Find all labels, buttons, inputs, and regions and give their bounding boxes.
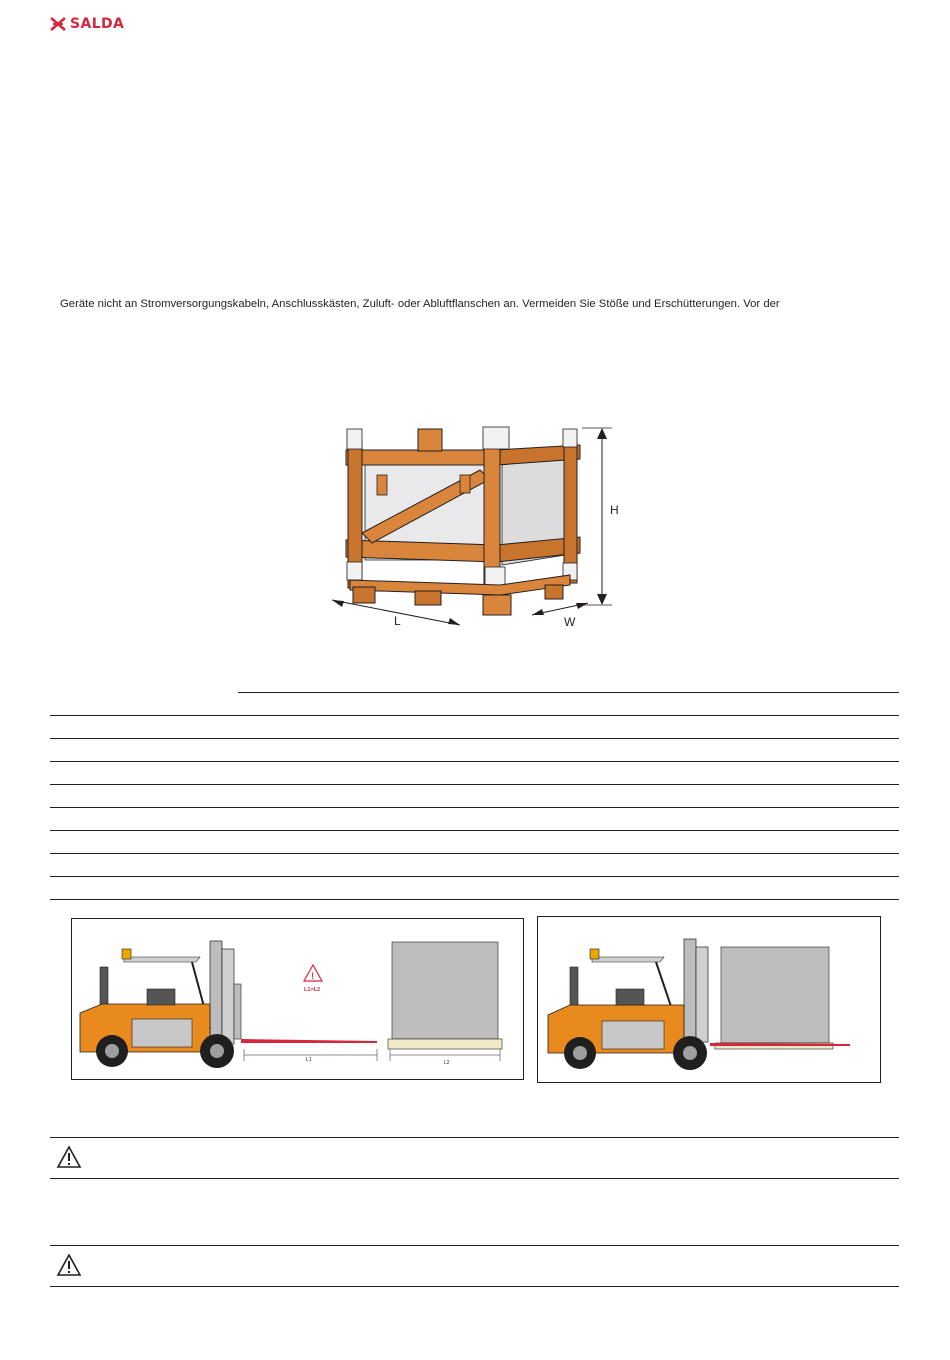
warning-note — [50, 1245, 899, 1287]
warning-triangle-icon — [56, 1145, 82, 1169]
warning-label: L1>L2 — [304, 987, 321, 993]
dim-label-l2: L2 — [444, 1060, 450, 1066]
table-row — [50, 876, 899, 877]
table-row — [50, 715, 899, 716]
table-row — [50, 761, 899, 762]
table-row — [50, 899, 899, 900]
crate-post — [418, 429, 442, 451]
dim-label-length: L — [394, 614, 401, 628]
dim-label-height: H — [610, 503, 619, 517]
crate-post — [564, 443, 577, 583]
forklift-panel-incorrect — [71, 918, 524, 1080]
svg-text:!: ! — [311, 971, 314, 981]
table-row — [50, 807, 899, 808]
table-row — [50, 853, 899, 854]
data-table — [50, 692, 899, 902]
forklift-panel-correct — [537, 916, 881, 1083]
brand-logo — [50, 16, 124, 32]
crate-figure — [320, 415, 630, 645]
table-row — [50, 738, 899, 739]
warning-note — [50, 1137, 899, 1179]
warning-triangle-icon — [56, 1253, 82, 1277]
table-row — [50, 830, 899, 831]
salda-logo-icon — [50, 16, 66, 32]
table-row — [50, 784, 899, 785]
table-header-line — [238, 692, 899, 693]
brand-name: SALDA — [70, 16, 125, 32]
intro-paragraph: Geräte nicht an Stromversorgungskabeln, Anschlusskästen, Zuluft- oder Abluftflanschen an. Vermeiden Sie Stöße und Erschütterungen. Vor der — [60, 298, 780, 310]
dim-label-l1: L1 — [306, 1057, 312, 1063]
dim-label-width: W — [564, 615, 576, 629]
